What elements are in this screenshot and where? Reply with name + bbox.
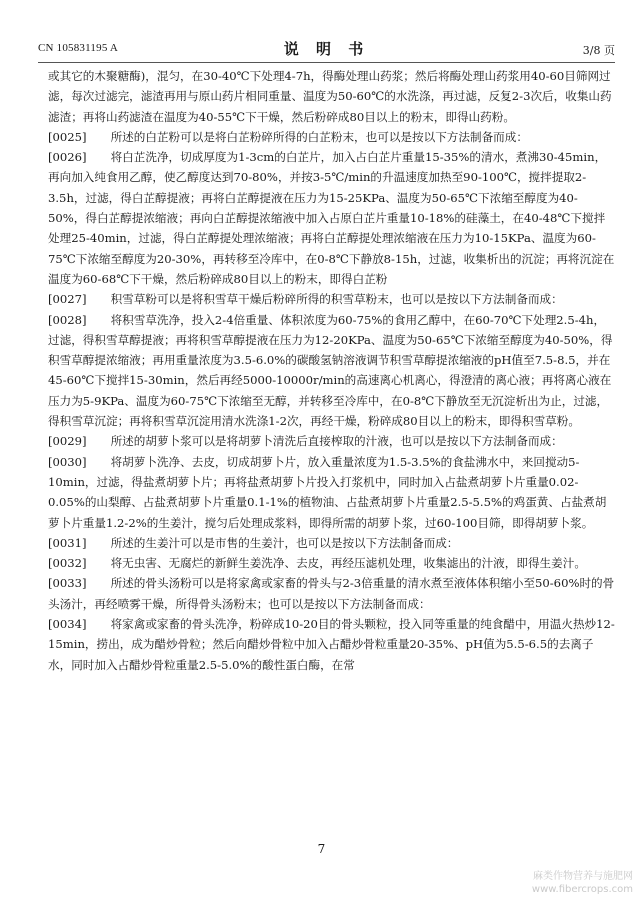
document-body: [48, 66, 615, 675]
paragraph-number: [0026]: [48, 150, 87, 165]
paragraph-number: [0025]: [48, 129, 87, 144]
site-watermark: [532, 870, 633, 896]
paragraph-text: 所述的骨头汤粉可以是将家禽或家畜的骨头与2-3倍重量的清水煮至液体体积缩小至50-60%时的骨头汤汁，再经喷雾干燥，所得骨头汤粉末；也可以是按以下方法制备而成：: [48, 576, 615, 611]
paragraph-0032: [48, 553, 615, 573]
paragraph-0025: [48, 127, 615, 147]
paragraph-0027: [48, 289, 615, 309]
paragraph-number: [0027]: [48, 292, 87, 307]
paragraph-number: [0028]: [48, 312, 87, 327]
page-number: 7: [317, 842, 326, 856]
paragraph-text: 将白芷洗净，切成厚度为1-3cm的白芷片，加入占白芷片重量15-35%的清水，煮沸30-45min，再向加入纯食用乙醇，使乙醇度达到70-80%，并按3-5℃/min的升温速度加热至90-100℃，搅拌提取2-3.5h，过滤，得白芷醇提液；再将白芷醇提液在压力为15-25KPa、温度为50-65℃下浓缩至醇度为40-50%，得白芷醇提浓缩液；再向白芷醇提浓缩液中加入占原白芷片重量10-18%的硅藻土，在40-48℃下搅拌处理25-40min，过滤，得白芷醇提处理浓缩液；再将白芷醇提处理浓缩液在压力为10-15KPa、温度为60-75℃下浓缩至醇度为20-30%，再转移至冷库中，在0-8℃下静放8-15h，过滤，收集析出的沉淀；再将沉淀在温度为60-68℃下干燥，然后粉碎成80目以上的粉末，即得白芷粉: [48, 150, 615, 286]
page-indicator: 3/8 页: [582, 44, 615, 57]
paragraph-number: [0034]: [48, 617, 87, 632]
paragraph-number: [0032]: [48, 556, 87, 571]
paragraph-text: 积雪草粉可以是将积雪草干燥后粉碎所得的积雪草粉末，也可以是按以下方法制备而成：: [110, 292, 563, 307]
paragraph-text: 将家禽或家畜的骨头洗净，粉碎成10-20目的骨头颗粒，投入同等重量的纯食醋中，用温火热炒12-15min，捞出，成为醋炒骨粒；然后向醋炒骨粒中加入占醋炒骨粒重量20-35%、pH值为5.5-6.5的去离子水，同时加入占醋炒骨粒重量2.5-5.0%的酸性蛋白酶，在常: [48, 617, 615, 672]
paragraph-text: 或其它的木聚糖酶)，混匀，在30-40℃下处理4-7h，得酶处理山药浆；然后将酶处理山药浆用40-60目筛网过滤，每次过滤完，滤渣再用与原山药片相同重量、温度为50-60℃的水洗涤，再过滤，反复2-3次后，收集山药滤渣；再将山药滤渣在温度为40-55℃下干燥，然后粉碎成80目以上的粉末，即得山药粉。: [48, 69, 612, 124]
paragraph-text: 将无虫害、无腐烂的新鲜生姜洗净、去皮，再经压滤机处理，收集滤出的汁液，即得生姜汁。: [110, 556, 586, 571]
paragraph-0026: [48, 147, 615, 289]
paragraph-0030: [48, 452, 615, 533]
paragraph-number: [0033]: [48, 576, 87, 591]
paragraph-text: 将胡萝卜洗净、去皮，切成胡萝卜片，放入重量浓度为1.5-3.5%的食盐沸水中，来回搅动5-10min，过滤，得盐煮胡萝卜片；再将盐煮胡萝卜片投入打浆机中，同时加入占盐煮胡萝卜片重量0.02-0.05%的山梨醇、占盐煮胡萝卜片重量0.1-1%的植物油、占盐煮胡萝卜片重量2.5-5.5%的鸡蛋黄、占盐煮胡萝卜片重量1.2-2%的生姜汁，搅匀后处理成浆料，即得所需的胡萝卜浆，过60-100目筛，即得胡萝卜浆。: [48, 454, 607, 530]
header-divider: [38, 62, 615, 63]
paragraph-number: [0029]: [48, 434, 87, 449]
paragraph-0029: [48, 431, 615, 451]
paragraph-0034: [48, 614, 615, 675]
watermark-title: 麻类作物营养与施肥网: [533, 871, 633, 882]
paragraph-text: 所述的胡萝卜浆可以是将胡萝卜清洗后直接榨取的汁液，也可以是按以下方法制备而成：: [110, 434, 563, 449]
paragraph-number: [0031]: [48, 535, 87, 550]
watermark-url: www.fibercrops.com: [531, 884, 633, 895]
paragraph-text: 将积雪草洗净，投入2-4倍重量、体积浓度为60-75%的食用乙醇中，在60-70℃下处理2.5-4h，过滤，得积雪草醇提液；再将积雪草醇提液在压力为12-20KPa、温度为50-65℃下浓缩至醇度为40-50%，得积雪草醇提浓缩液；再用重量浓度为3.5-6.0%的碳酸氢钠溶液调节积雪草醇提浓缩液的pH值至7.5-8.5，并在45-60℃下搅拌15-30min，然后再经5000-10000r/min的高速离心机离心，得澄清的离心液；再将离心液在压力为5-9KPa、温度为60-75℃下浓缩至无醇，并转移至冷库中，在0-8℃下静放至无沉淀析出为止，过滤，得积雪草沉淀；再将积雪草沉淀用清水洗涤1-2次，再经干燥，粉碎成80目以上的粉末，即得积雪草粉。: [48, 312, 613, 429]
paragraph-text: 所述的白芷粉可以是将白芷粉碎所得的白芷粉末，也可以是按以下方法制备而成：: [110, 129, 528, 144]
publication-number: CN 105831195 A: [38, 42, 119, 54]
paragraph-0024-cont: [48, 66, 615, 127]
paragraph-0031: [48, 533, 615, 553]
paragraph-text: 所述的生姜汁可以是市售的生姜汁，也可以是按以下方法制备而成：: [110, 535, 459, 550]
paragraph-number: [0030]: [48, 454, 87, 469]
paragraph-0028: [48, 310, 615, 432]
document-title: 说 明 书: [283, 40, 370, 58]
paragraph-0033: [48, 573, 615, 614]
page-header: [38, 38, 615, 60]
